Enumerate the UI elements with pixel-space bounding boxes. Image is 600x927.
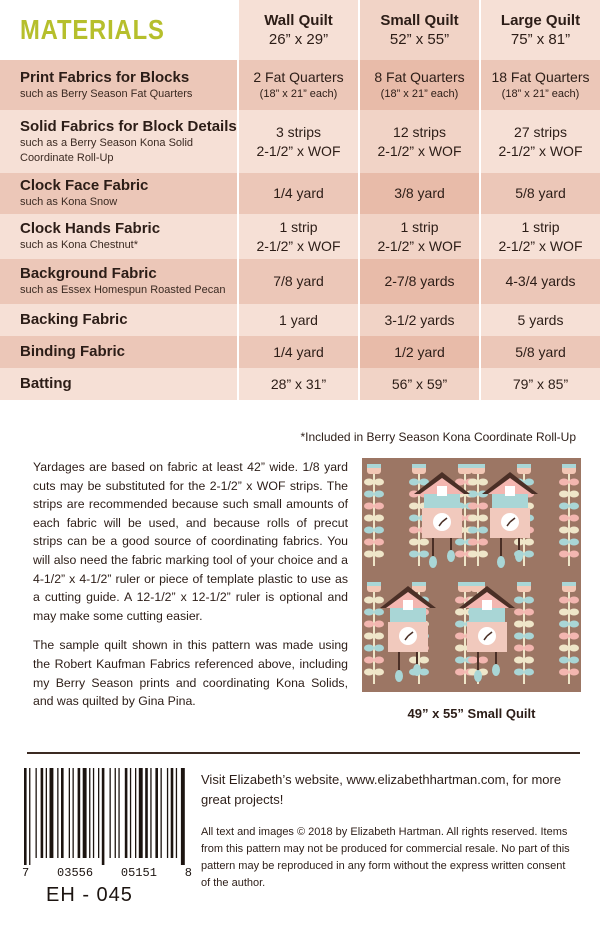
pattern-sku: EH - 045: [46, 884, 133, 906]
table-header-row: [0, 0, 600, 60]
quantity-text: (18” x 21” each): [380, 88, 459, 100]
quantity-cell: [479, 304, 600, 336]
quantity-cell: [479, 336, 600, 368]
materials-title: MATERIALS: [20, 14, 165, 45]
quantity-text: (18” x 21” each): [501, 88, 580, 100]
quantity-text: 3 strips: [275, 123, 322, 140]
fabric-cell: [0, 110, 237, 173]
copyright-notice: All text and images © 2018 by Elizabeth Hartman. All rights reserved. Items from this pattern may not be produced for commercial resale. No part of this pattern may be reproduced in any form without the express written consent of the author.: [201, 826, 570, 889]
column-name: Small Quilt: [380, 12, 459, 29]
quantity-text: 5 yards: [517, 311, 564, 328]
quantity-text: 1/2 yard: [394, 343, 445, 360]
quantity-text: 8 Fat Quarters: [374, 69, 465, 85]
quantity-cell: [479, 214, 600, 259]
fabric-suggestion: such as Essex Homespun Roasted Pecan: [20, 284, 226, 296]
quantity-text: 5/8 yard: [515, 185, 566, 201]
quantity-cell: [358, 368, 479, 400]
quantity-text: 1 strip: [400, 218, 439, 235]
quantity-text: 1 strip: [279, 218, 318, 235]
website-note: Visit Elizabeth’s website, www.elizabethhartman.com, for more great projects!: [201, 772, 562, 807]
barcode-graphic: [22, 768, 192, 865]
table-row: [0, 173, 600, 214]
quantity-text: 2-1/2” x WOF: [377, 142, 462, 159]
paragraph-yardage: Yardages are based on fabric at least 42” wide. 1/8 yard cuts may be substituted for the 2-1/2” x WOF strips. The strips are recommended because such small amounts of each fabric will be used, and because rolls of precut strips can be a good source of coordinating fabrics. You will also need the fabric marking tool of your choice and a 4-1/2” x 4-1/2” ruler or piece of template plastic to use as a cutting guide. A 12-1/2” x 12-1/2” ruler is optional and may make some cutting easier.: [33, 460, 348, 623]
quantity-cell: [358, 259, 479, 304]
fabric-cell: [0, 336, 237, 368]
quantity-cell: [237, 173, 358, 214]
paragraph-sample-quilt: The sample quilt shown in this pattern was made using the Robert Kaufman Fabrics referenced above, including my Berry Season prints and coordinating Kona Solids, and was quilted by Gina Pina.: [33, 638, 348, 709]
column-header-large: [479, 0, 600, 60]
fabric-cell: [0, 259, 237, 304]
column-header-wall: [237, 0, 358, 60]
quantity-text: 27 strips: [514, 123, 567, 140]
fabric-label: Solid Fabrics for Block Details: [20, 117, 237, 135]
fabric-cell: [0, 173, 237, 214]
table-row: [0, 214, 600, 259]
quantity-cell: [479, 60, 600, 110]
quantity-cell: [237, 110, 358, 173]
quantity-text: 56” x 59”: [391, 375, 448, 392]
quantity-cell: [237, 214, 358, 259]
barcode: [22, 768, 192, 865]
footnote: *Included in Berry Season Kona Coordinate Roll-Up: [300, 430, 576, 444]
column-size: 26” x 29”: [268, 31, 329, 48]
cuckoo-clock-quilt-illustration: [362, 458, 581, 692]
quantity-text: 1/4 yard: [273, 185, 324, 201]
fabric-suggestion: such as Kona Snow: [20, 196, 118, 208]
quantity-cell: [358, 60, 479, 110]
quilt-caption: 49” x 55” Small Quilt: [407, 706, 536, 721]
fabric-cell: [0, 214, 237, 259]
quantity-text: 4-3/4 yards: [505, 273, 576, 289]
quilt-photo: [362, 458, 581, 692]
fabric-suggestion: such as Kona Chestnut*: [20, 239, 139, 251]
divider: [27, 752, 580, 754]
quantity-text: 2-1/2” x WOF: [256, 142, 341, 159]
quantity-cell: [237, 304, 358, 336]
table-row: [0, 259, 600, 304]
upc-digit-group: 03556: [57, 866, 94, 880]
quantity-cell: [358, 110, 479, 173]
column-size: 75” x 81”: [510, 31, 571, 48]
quantity-cell: [237, 368, 358, 400]
fabric-cell: [0, 60, 237, 110]
table-row: [0, 368, 600, 400]
column-name: Large Quilt: [500, 12, 581, 29]
table-row: [0, 336, 600, 368]
quantity-cell: [358, 336, 479, 368]
quantity-cell: [237, 336, 358, 368]
fabric-label: Print Fabrics for Blocks: [20, 68, 190, 86]
quantity-text: 1 strip: [521, 218, 560, 235]
fabric-suggestion: such as Berry Season Fat Quarters: [20, 87, 193, 100]
quantity-cell: [237, 259, 358, 304]
quantity-text: 3-1/2 yards: [384, 311, 455, 328]
quantity-cell: [237, 60, 358, 110]
fabric-label: Clock Face Fabric: [20, 177, 149, 194]
column-size: 52” x 55”: [389, 31, 450, 48]
fabric-label: Backing Fabric: [20, 311, 128, 328]
materials-table: [0, 0, 600, 400]
quantity-cell: [358, 173, 479, 214]
fabric-cell: [0, 368, 237, 400]
fabric-cell: [0, 304, 237, 336]
quantity-text: 3/8 yard: [394, 185, 445, 201]
quantity-text: 1 yard: [279, 311, 318, 328]
table-row: [0, 110, 600, 173]
quantity-text: 2-7/8 yards: [384, 273, 455, 289]
quantity-text: 2-1/2” x WOF: [377, 237, 462, 254]
table-row: [0, 60, 600, 110]
quantity-text: 12 strips: [393, 123, 446, 140]
quantity-cell: [479, 173, 600, 214]
quantity-text: (18” x 21” each): [259, 88, 338, 100]
upc-digit-group: 8: [184, 866, 192, 880]
quantity-text: 1/4 yard: [273, 343, 324, 360]
fabric-label: Batting: [20, 375, 72, 392]
quantity-text: 2 Fat Quarters: [253, 69, 344, 85]
quantity-cell: [358, 214, 479, 259]
quantity-cell: [479, 110, 600, 173]
fabric-label: Binding Fabric: [20, 343, 125, 360]
instructions-text: [33, 458, 348, 722]
column-name: Wall Quilt: [264, 12, 333, 29]
fabric-label: Clock Hands Fabric: [20, 220, 161, 237]
quantity-text: 5/8 yard: [515, 343, 566, 360]
quantity-cell: [479, 368, 600, 400]
quantity-text: 2-1/2” x WOF: [256, 237, 341, 254]
upc-digit-group: 7: [22, 866, 30, 880]
quantity-text: 18 Fat Quarters: [491, 69, 590, 85]
upc-number: [22, 866, 192, 880]
quantity-text: 2-1/2” x WOF: [498, 237, 583, 254]
quantity-cell: [479, 259, 600, 304]
quantity-cell: [358, 304, 479, 336]
column-header-small: [358, 0, 479, 60]
quantity-text: 7/8 yard: [273, 273, 324, 289]
fabric-label: Background Fabric: [20, 265, 157, 282]
table-row: [0, 304, 600, 336]
fabric-suggestion: such as a Berry Season Kona Solid Coordinate Roll-Up: [20, 136, 194, 164]
upc-digit-group: 05151: [120, 866, 157, 880]
quantity-text: 79” x 85”: [512, 375, 569, 392]
quantity-text: 2-1/2” x WOF: [498, 142, 583, 159]
quantity-text: 28” x 31”: [270, 375, 327, 392]
